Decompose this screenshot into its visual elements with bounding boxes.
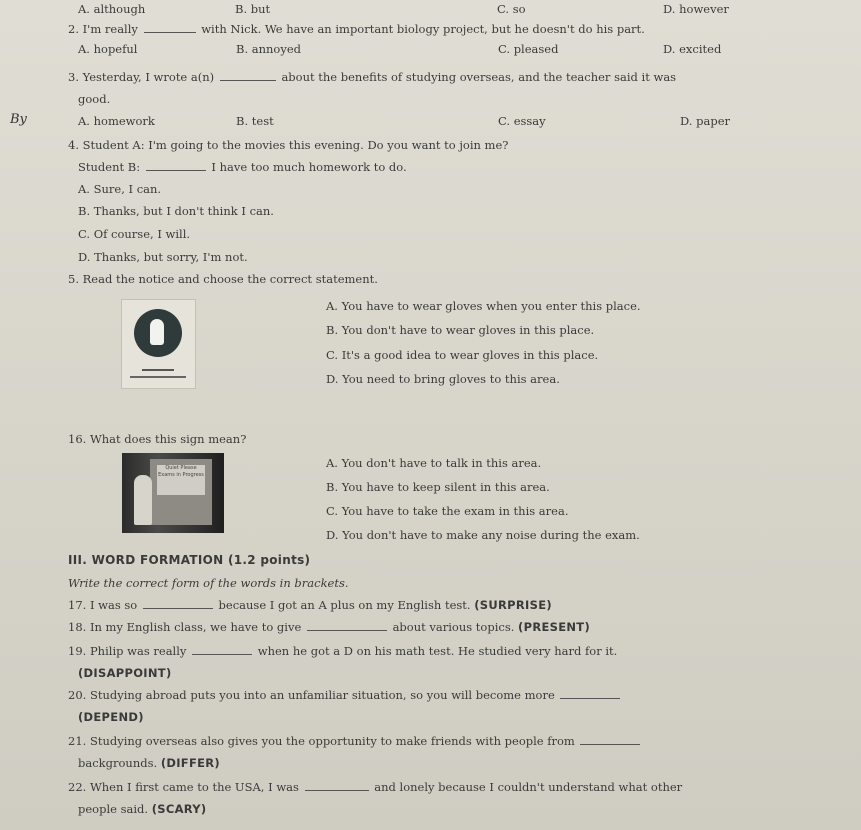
q18-line <box>68 620 590 634</box>
q21-blank[interactable] <box>580 734 640 745</box>
q18-pre: 18. In my English class, we have to give <box>68 620 302 634</box>
q4-blank[interactable] <box>146 160 206 171</box>
q22-cont <box>78 802 207 816</box>
q4-stem-b-pre: Student B: <box>78 160 141 174</box>
exam-sign-image <box>122 453 224 533</box>
gloves-sign-image <box>121 299 196 389</box>
q22-blank[interactable] <box>305 780 369 791</box>
glove-icon <box>150 319 164 345</box>
section-heading: III. WORD FORMATION (1.2 points) <box>68 553 311 567</box>
section-instruction: Write the correct form of the words in brackets. <box>68 576 349 590</box>
q18-post: about various topics. <box>392 620 515 634</box>
q19-word: (DISAPPOINT) <box>78 666 172 680</box>
q16-option-c: C. You have to take the exam in this area. <box>326 504 569 518</box>
q16-option-b: B. You have to keep silent in this area. <box>326 480 550 494</box>
q2-stem-post: with Nick. We have an important biology project, but he doesn't do his part. <box>201 22 645 36</box>
sign-text-line <box>130 376 186 378</box>
q1-option-c: C. so <box>497 2 526 16</box>
q2-option-d: D. excited <box>663 42 722 56</box>
q4-stem-b-post: I have too much homework to do. <box>211 160 407 174</box>
q17-pre: 17. I was so <box>68 598 138 612</box>
q4-stem-b <box>78 160 407 174</box>
q2-stem-pre: 2. I'm really <box>68 22 138 36</box>
q19-line <box>68 644 617 658</box>
q18-word: (PRESENT) <box>518 620 591 634</box>
q22-word: (SCARY) <box>151 802 207 816</box>
q22-cont-text: people said. <box>78 802 149 816</box>
q5-option-b: B. You don't have to wear gloves in this place. <box>326 323 595 337</box>
q3-option-a: A. homework <box>78 114 155 128</box>
q20-text: 20. Studying abroad puts you into an unfamiliar situation, so you will become more <box>68 688 555 702</box>
q3-stem-post: about the benefits of studying overseas, and the teacher said it was <box>281 70 677 84</box>
sign-text-line <box>142 369 174 371</box>
q17-blank[interactable] <box>143 598 213 609</box>
q2-option-c: C. pleased <box>498 42 559 56</box>
q4-option-a: A. Sure, I can. <box>78 182 162 196</box>
q1-option-b: B. but <box>235 2 271 16</box>
q17-post: because I got an A plus on my English test. <box>218 598 471 612</box>
q3-option-b: B. test <box>236 114 274 128</box>
q1-option-d: D. however <box>663 2 729 16</box>
margin-handwriting: By <box>10 112 27 127</box>
q21-cont <box>78 756 220 770</box>
q5-stem: 5. Read the notice and choose the correct statement. <box>68 272 378 286</box>
q20-line <box>68 688 622 702</box>
q3-option-d: D. paper <box>680 114 731 128</box>
q21-text: 21. Studying overseas also gives you the opportunity to make friends with people from <box>68 734 575 748</box>
q16-option-d: D. You don't have to make any noise during the exam. <box>326 528 640 542</box>
q21-cont-text: backgrounds. <box>78 756 158 770</box>
q5-option-d: D. You need to bring gloves to this area. <box>326 372 560 386</box>
q22-pre: 22. When I first came to the USA, I was <box>68 780 299 794</box>
q2-option-b: B. annoyed <box>236 42 302 56</box>
q16-option-a: A. You don't have to talk in this area. <box>326 456 542 470</box>
sign-board: Quiet Please Exams in Progress <box>157 465 205 495</box>
q3-stem-pre: 3. Yesterday, I wrote a(n) <box>68 70 215 84</box>
q19-post: when he got a D on his math test. He studied very hard for it. <box>257 644 618 658</box>
q4-option-b: B. Thanks, but I don't think I can. <box>78 204 274 218</box>
q2-blank[interactable] <box>144 22 196 33</box>
q5-option-a: A. You have to wear gloves when you enter this place. <box>326 299 641 313</box>
q4-stem-a: 4. Student A: I'm going to the movies this evening. Do you want to join me? <box>68 138 509 152</box>
q2-option-a: A. hopeful <box>78 42 138 56</box>
q17-word: (SURPRISE) <box>474 598 552 612</box>
q21-line <box>68 734 642 748</box>
q3-option-c: C. essay <box>498 114 546 128</box>
q16-stem: 16. What does this sign mean? <box>68 432 247 446</box>
q21-word: (DIFFER) <box>160 756 220 770</box>
q3-blank[interactable] <box>220 70 276 81</box>
q3-stem <box>68 70 676 84</box>
q2-stem <box>68 22 645 36</box>
q3-stem-cont: good. <box>78 92 111 106</box>
q20-blank[interactable] <box>560 688 620 699</box>
q20-word: (DEPEND) <box>78 710 144 724</box>
q5-option-c: C. It's a good idea to wear gloves in this place. <box>326 348 599 362</box>
q22-post: and lonely because I couldn't understand what other <box>374 780 683 794</box>
q18-blank[interactable] <box>307 620 387 631</box>
q22-line <box>68 780 682 794</box>
q1-option-a: A. although <box>78 2 146 16</box>
q4-option-c: C. Of course, I will. <box>78 227 191 241</box>
person-figure <box>134 475 152 525</box>
q4-option-d: D. Thanks, but sorry, I'm not. <box>78 250 248 264</box>
q17-line <box>68 598 552 612</box>
q19-blank[interactable] <box>192 644 252 655</box>
q19-pre: 19. Philip was really <box>68 644 187 658</box>
